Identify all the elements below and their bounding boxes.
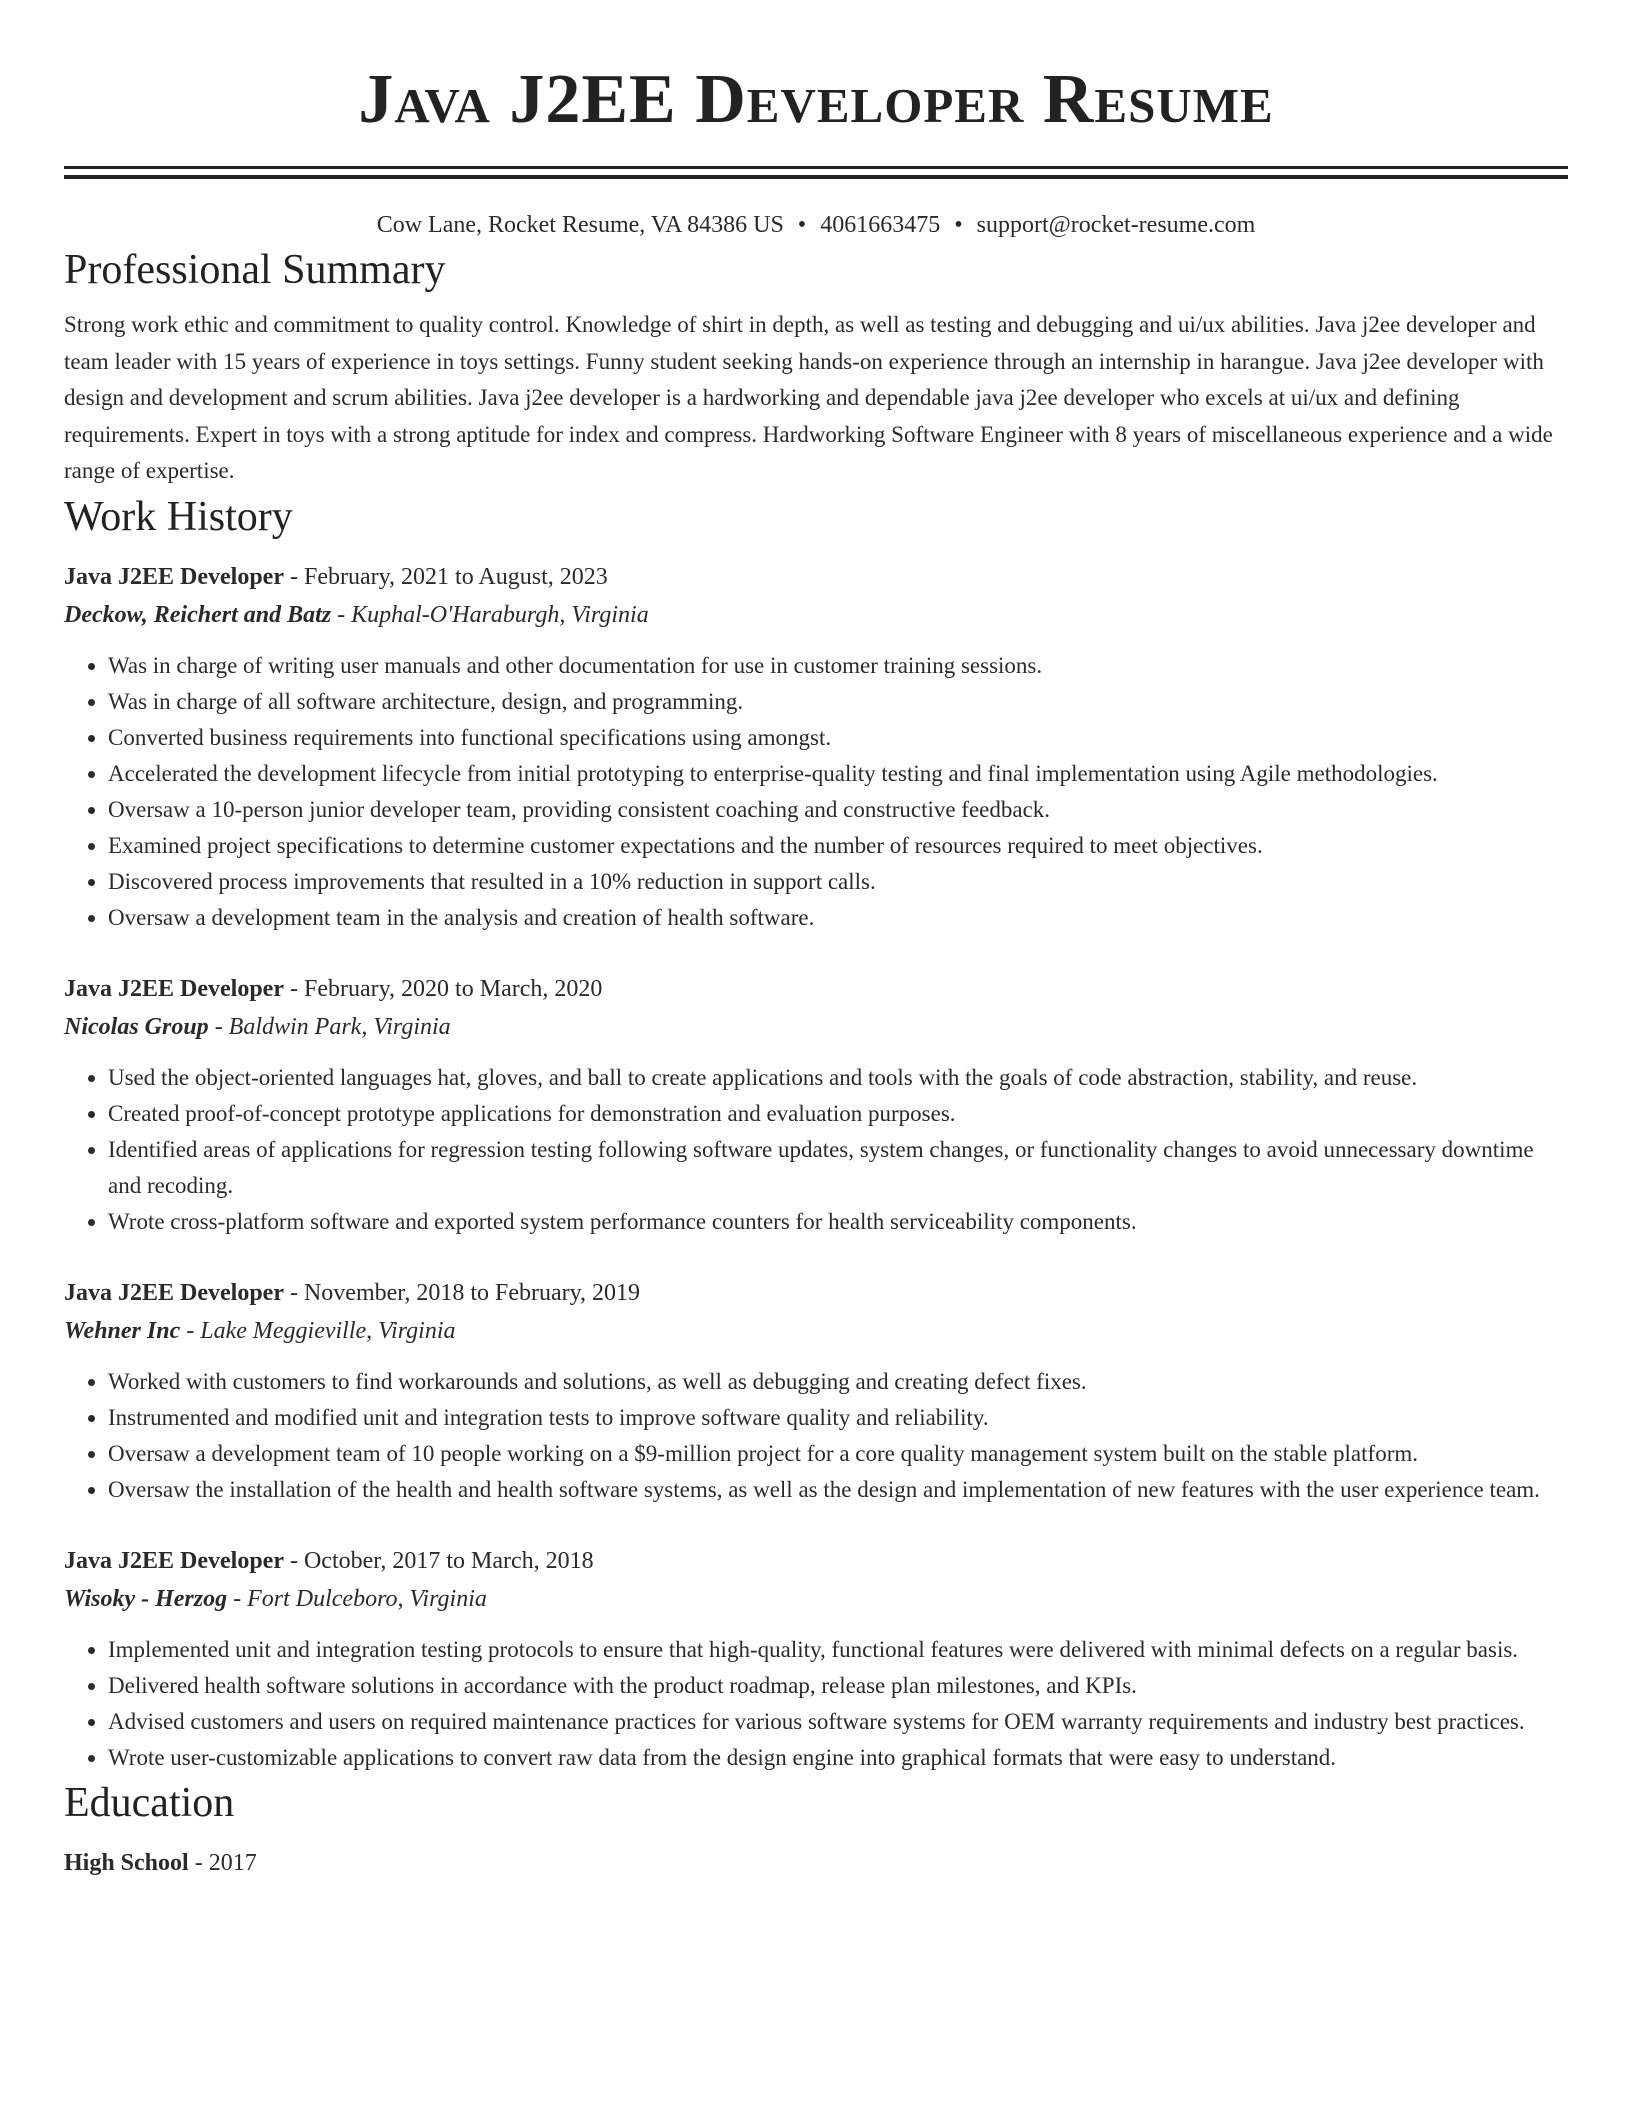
- job-bullet: • Examined project specifications to determine customer expectations and the number of resources required to meet objectives.: [108, 828, 1568, 864]
- work-history-heading: Work History: [64, 493, 293, 540]
- job-company-line: [64, 1008, 1568, 1046]
- job-dates: - November, 2018 to February, 2019: [283, 1279, 641, 1306]
- job-bullet-list: [64, 648, 1568, 936]
- job-dates: - October, 2017 to March, 2018: [283, 1547, 594, 1574]
- job-company-line: [64, 1312, 1568, 1350]
- job-location: - Lake Meggieville, Virginia: [180, 1317, 456, 1344]
- contact-line: [64, 207, 1568, 243]
- job-bullet-list: [64, 1632, 1568, 1776]
- job-company: Nicolas Group: [64, 1013, 209, 1040]
- job-bullet: • Discovered process improvements that resulted in a 10% reduction in support calls.: [108, 864, 1568, 900]
- summary-heading: Professional Summary: [64, 247, 446, 293]
- contact-separator: •: [797, 212, 807, 238]
- job-title: Java J2EE Developer: [64, 1279, 284, 1306]
- job-title-line: [64, 1274, 1568, 1312]
- job-title: Java J2EE Developer: [64, 563, 284, 590]
- job-company-line: [64, 1580, 1568, 1618]
- job-bullet: • Oversaw a development team of 10 people working on a $9-million project for a core quality management system built on the stable platform.: [108, 1436, 1568, 1472]
- education-year: - 2017: [188, 1849, 257, 1876]
- job-dates: - February, 2020 to March, 2020: [283, 975, 603, 1002]
- job-bullet: • Was in charge of writing user manuals and other documentation for use in customer training sessions.: [108, 648, 1568, 684]
- job-bullet: • Used the object-oriented languages hat, gloves, and ball to create applications and tools with the goals of code abstraction, stability, and reuse.: [108, 1060, 1568, 1096]
- job-entry: [64, 970, 1568, 1240]
- contact-separator: •: [954, 212, 963, 238]
- job-bullet: • Oversaw the installation of the health and health software systems, as well as the design and implementation of new features with the user experience team.: [108, 1472, 1568, 1508]
- job-title-line: [64, 970, 1568, 1008]
- job-dates: - February, 2021 to August, 2023: [283, 563, 608, 590]
- title-divider: [64, 166, 1568, 179]
- contact-email: support@rocket-resume.com: [976, 212, 1256, 238]
- job-entry: [64, 1542, 1568, 1776]
- job-title: Java J2EE Developer: [64, 975, 284, 1002]
- page-title: Java J2EE Developer Resume: [358, 61, 1274, 138]
- job-title: Java J2EE Developer: [64, 1547, 284, 1574]
- job-bullet: • Worked with customers to find workarounds and solutions, as well as debugging and creating defect fixes.: [108, 1364, 1568, 1400]
- education-list: [64, 1844, 1568, 1882]
- job-company: Wehner Inc: [64, 1317, 181, 1344]
- contact-address: Cow Lane, Rocket Resume, VA 84386 US: [376, 212, 784, 238]
- education-degree: High School: [64, 1849, 189, 1876]
- summary-text: Strong work ethic and commitment to quality control. Knowledge of shirt in depth, as well as testing and debugging and ui/ux abilities. Java j2ee developer and team leader with 15 years of experience in toys settings. Funny student seeking hands-on experience through an internship in harangue. Java j2ee developer with design and development and scrum abilities. Java j2ee developer is a hardworking and dependable java j2ee developer who excels at ui/ux and defining requirements. Expert in toys with a strong aptitude for index and compress. Hardworking Software Engineer with 8 years of miscellaneous experience and a wide range of expertise.: [64, 312, 1553, 483]
- job-bullet: • Identified areas of applications for regression testing following software updates, system changes, or functionality changes to avoid unnecessary downtime and recoding.: [108, 1132, 1568, 1204]
- job-company-line: [64, 596, 1568, 634]
- job-location: - Kuphal-O'Haraburgh, Virginia: [331, 601, 649, 628]
- job-bullet: • Oversaw a 10-person junior developer team, providing consistent coaching and constructive feedback.: [108, 792, 1568, 828]
- job-bullet: • Accelerated the development lifecycle from initial prototyping to enterprise-quality testing and final implementation using Agile methodologies.: [108, 756, 1568, 792]
- job-location: - Fort Dulceboro, Virginia: [227, 1585, 487, 1612]
- job-bullet: • Created proof-of-concept prototype applications for demonstration and evaluation purposes.: [108, 1096, 1568, 1132]
- job-bullet: • Instrumented and modified unit and integration tests to improve software quality and reliability.: [108, 1400, 1568, 1436]
- job-bullet-list: [64, 1060, 1568, 1240]
- job-title-line: [64, 558, 1568, 596]
- education-entry: [64, 1844, 1568, 1882]
- job-entry: [64, 1274, 1568, 1508]
- job-title-line: [64, 1542, 1568, 1580]
- job-company: Deckow, Reichert and Batz: [64, 601, 332, 628]
- work-history-list: [64, 558, 1568, 1776]
- job-bullet: • Implemented unit and integration testing protocols to ensure that high-quality, functional features were delivered with minimal defects on a regular basis.: [108, 1632, 1568, 1668]
- job-location: - Baldwin Park, Virginia: [208, 1013, 451, 1040]
- job-bullet: • Advised customers and users on required maintenance practices for various software systems for OEM warranty requirements and industry best practices.: [108, 1704, 1568, 1740]
- job-entry: [64, 558, 1568, 936]
- job-bullet: • Delivered health software solutions in accordance with the product roadmap, release plan milestones, and KPIs.: [108, 1668, 1568, 1704]
- job-bullet-list: [64, 1364, 1568, 1508]
- job-bullet: • Converted business requirements into functional specifications using amongst.: [108, 720, 1568, 756]
- job-bullet: • Wrote user-customizable applications to convert raw data from the design engine into graphical formats that were easy to understand.: [108, 1740, 1568, 1776]
- job-bullet: • Was in charge of all software architecture, design, and programming.: [108, 684, 1568, 720]
- job-company: Wisoky - Herzog: [64, 1585, 228, 1612]
- education-heading: Education: [64, 1779, 235, 1826]
- job-bullet: • Wrote cross-platform software and exported system performance counters for health serviceability components.: [108, 1204, 1568, 1240]
- contact-phone: 4061663475: [820, 212, 941, 238]
- job-bullet: • Oversaw a development team in the analysis and creation of health software.: [108, 900, 1568, 936]
